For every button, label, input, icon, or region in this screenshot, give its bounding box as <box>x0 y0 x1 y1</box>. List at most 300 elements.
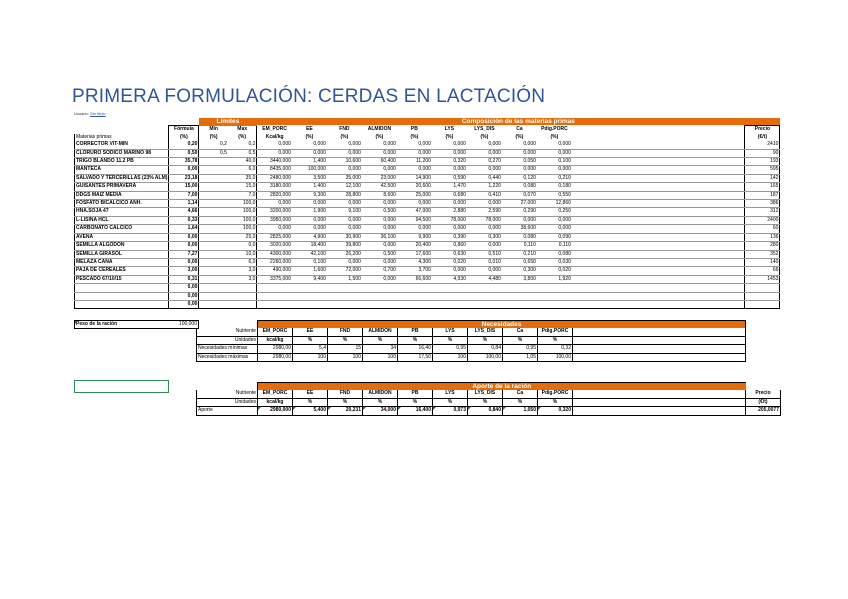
max-value[interactable]: 40,0 <box>228 158 257 166</box>
composition-value: 4,300 <box>397 258 432 266</box>
composition-value: 0,250 <box>537 208 572 216</box>
ingredient-name: DDGS MAIZ MEDIA <box>75 191 169 199</box>
nutrient-label: ALMIDON <box>363 328 398 336</box>
composition-value <box>467 300 502 308</box>
nec-min-value[interactable]: 0,32 <box>538 345 573 353</box>
nec-max-value[interactable]: 100,00 <box>538 353 573 361</box>
composition-value: 0,000 <box>327 216 362 224</box>
max-value[interactable]: 3,0 <box>228 275 257 283</box>
nutrient-header-4: (%) <box>410 133 419 140</box>
max-value[interactable]: 35,0 <box>228 174 257 182</box>
selected-cell[interactable] <box>74 380 169 393</box>
max-value[interactable] <box>228 284 257 292</box>
max-value[interactable]: 0,5 <box>228 149 257 157</box>
subtitle <box>74 111 106 116</box>
composition-value: 72,000 <box>327 267 362 275</box>
composition-value <box>327 284 362 292</box>
formula-header: Fórmula <box>169 126 199 134</box>
nutrient-label: FND <box>328 328 363 336</box>
precio-value[interactable] <box>745 300 780 308</box>
composition-value: 3180,000 <box>257 183 292 191</box>
precio-value[interactable] <box>745 292 780 300</box>
composition-value <box>537 300 572 308</box>
blank-cell <box>572 284 745 292</box>
composition-value: 4,480 <box>467 275 502 283</box>
max-value[interactable]: 10,0 <box>228 250 257 258</box>
unit-label: kcal/kg <box>258 336 293 344</box>
ingredient-name: L-LISINA HCL <box>75 216 169 224</box>
composition-value <box>362 300 397 308</box>
blank-cell <box>572 149 745 157</box>
necesidades-header: Necesidades <box>258 321 746 329</box>
composition-value: 0,000 <box>432 149 467 157</box>
table-row <box>75 200 780 208</box>
composition-value: 0,000 <box>467 225 502 233</box>
min-value[interactable] <box>199 267 228 275</box>
nec-max-value[interactable]: 100 <box>433 353 468 361</box>
necesidades-table <box>196 320 746 362</box>
table-row <box>75 174 780 182</box>
page-title: PRIMERA FORMULACIÓN: CERDAS EN LACTACIÓN <box>72 86 546 107</box>
precio-value[interactable] <box>745 284 780 292</box>
composition-value: 3375,000 <box>257 275 292 283</box>
composition-value: 0,000 <box>327 141 362 149</box>
composition-value: 3020,000 <box>257 242 292 250</box>
table-row <box>197 328 746 336</box>
composition-value: 0,000 <box>362 242 397 250</box>
nec-min-value[interactable]: 2980,00 <box>258 345 293 353</box>
formula-value: 0,20 <box>169 141 199 149</box>
blank-cell <box>572 191 745 199</box>
row-label: Aporte <box>197 407 258 415</box>
nec-min-value[interactable]: 0,95 <box>503 345 538 353</box>
table-row <box>75 250 780 258</box>
blank-cell <box>572 233 745 241</box>
composition-value: 0,440 <box>467 174 502 182</box>
composition-value: 66,600 <box>397 275 432 283</box>
precio-value[interactable]: 140 <box>745 258 780 266</box>
nec-max-value[interactable]: 100,00 <box>468 353 503 361</box>
table-row <box>75 300 780 308</box>
ingredient-name <box>75 284 169 292</box>
composition-value: 0,000 <box>362 141 397 149</box>
nutrient-header-0: EM_PORC <box>257 126 292 134</box>
nutrient-header-1: (%) <box>305 133 314 140</box>
min-value[interactable] <box>199 292 228 300</box>
nutrient-header-3: ALMIDON <box>367 126 392 133</box>
composition-value <box>397 284 432 292</box>
nutrient-label: LYS_DIS <box>468 390 503 398</box>
composition-value: 42,100 <box>292 250 327 258</box>
composition-value <box>257 300 292 308</box>
composition-value: 2,880 <box>432 208 467 216</box>
composition-value: 100,000 <box>292 166 327 174</box>
precio-value[interactable]: 352 <box>745 250 780 258</box>
max-value[interactable]: 100,0 <box>228 200 257 208</box>
composition-value: 0,000 <box>257 225 292 233</box>
composition-value: 2260,000 <box>257 258 292 266</box>
limits-header: Límites <box>199 118 257 126</box>
composition-value: 0,000 <box>502 216 537 224</box>
ingredient-name: FOSFATO BICALCICO ANH. <box>75 200 169 208</box>
composition-value <box>467 292 502 300</box>
max-value[interactable]: 3,0 <box>228 267 257 275</box>
blank-cell <box>572 242 745 250</box>
unit-label: % <box>538 336 573 344</box>
table-row <box>75 242 780 250</box>
table-row <box>197 345 746 353</box>
nec-min-value[interactable]: 0,84 <box>468 345 503 353</box>
formula-header: (%) <box>169 134 199 141</box>
composition-value: 0,300 <box>502 267 537 275</box>
composition-value: 42,500 <box>362 183 397 191</box>
ingredient-name: TRIGO BLANDO 11.2 PB <box>75 158 169 166</box>
composition-value: 9,100 <box>327 208 362 216</box>
composition-value: 0,410 <box>467 191 502 199</box>
nutrient-header-8: (%) <box>550 133 559 140</box>
formula-value: 15,00 <box>169 183 199 191</box>
min-value[interactable] <box>199 225 228 233</box>
nec-max-value[interactable]: 100 <box>328 353 363 361</box>
peso-label: Peso de la ración <box>75 321 169 329</box>
peso-table <box>74 320 199 329</box>
aporte-value: 20,231 <box>328 407 363 415</box>
composition-value: 0,000 <box>327 166 362 174</box>
composition-value: 0,000 <box>502 149 537 157</box>
ingredient-name: CLORURO SODICO MARINO 98 <box>75 149 169 157</box>
nutrient-label: EE <box>293 328 328 336</box>
nutrient-label: EE <box>293 390 328 398</box>
precio-value[interactable]: 312 <box>745 208 780 216</box>
composition-value: 0,000 <box>432 200 467 208</box>
max-value[interactable]: 0,0 <box>228 242 257 250</box>
unit-label: % <box>363 398 398 406</box>
blank-cell <box>572 258 745 266</box>
composition-value: 0,390 <box>432 233 467 241</box>
unit-label: kcal/kg <box>258 398 293 406</box>
nutrient-header-3: (%) <box>375 133 384 140</box>
composition-value <box>502 292 537 300</box>
composition-value: 0,300 <box>467 233 502 241</box>
min-value[interactable] <box>199 200 228 208</box>
composition-value: 0,630 <box>432 250 467 258</box>
table-row <box>197 398 781 406</box>
composition-value: 0,000 <box>467 166 502 174</box>
precio-value[interactable]: 193 <box>745 158 780 166</box>
precio-value[interactable]: 2400 <box>745 216 780 224</box>
composition-value: 0,290 <box>502 208 537 216</box>
peso-value[interactable]: 100,000 <box>169 321 199 329</box>
row-label: Necesidades máximas <box>197 353 258 361</box>
row-label: Nutriente <box>197 390 258 398</box>
formula-value: 7,00 <box>169 191 199 199</box>
nutrient-label: LYS_DIS <box>468 328 503 336</box>
formula-value: 0,00 <box>169 292 199 300</box>
materias-header: Materias primas <box>75 134 169 141</box>
composition-value: 0,590 <box>432 174 467 182</box>
composition-value: 2820,000 <box>257 191 292 199</box>
nec-min-value[interactable]: 0,95 <box>433 345 468 353</box>
nutrient-header-5: (%) <box>445 133 454 140</box>
composition-value: 0,120 <box>502 174 537 182</box>
nutrient-label: ALMIDON <box>363 390 398 398</box>
ingredient-name: CORRECTOR VIT-MIN <box>75 141 169 149</box>
composition-value: 0,000 <box>467 267 502 275</box>
table-row <box>75 208 780 216</box>
blank-cell <box>572 267 745 275</box>
unit-label: % <box>538 398 573 406</box>
min-value[interactable] <box>199 216 228 224</box>
composition-value: 1,920 <box>537 275 572 283</box>
composition-value <box>257 292 292 300</box>
precio-cell: Precio <box>746 390 781 398</box>
composition-value: 4300,000 <box>257 250 292 258</box>
formula-value: 0,00 <box>169 300 199 308</box>
min-value[interactable] <box>199 183 228 191</box>
composition-value: 0,000 <box>292 225 327 233</box>
unit-label: % <box>433 398 468 406</box>
precio-value[interactable]: 2410 <box>745 141 780 149</box>
composition-value <box>257 284 292 292</box>
composition-value: 0,210 <box>537 174 572 182</box>
nec-max-value[interactable]: 100 <box>363 353 398 361</box>
nec-max-value[interactable]: 1,05 <box>503 353 538 361</box>
composition-value: 1,220 <box>467 183 502 191</box>
min-value[interactable] <box>199 174 228 182</box>
min-value[interactable] <box>199 166 228 174</box>
composition-value <box>362 284 397 292</box>
min-value[interactable]: 0,2 <box>199 141 228 149</box>
min-value[interactable] <box>199 191 228 199</box>
precio-value[interactable]: 165 <box>745 183 780 191</box>
composition-value: 0,020 <box>432 258 467 266</box>
precio-value[interactable]: 187 <box>745 191 780 199</box>
max-value[interactable]: 6,0 <box>228 166 257 174</box>
composition-value: 28,800 <box>327 191 362 199</box>
aporte-value: 1,050 <box>503 407 538 415</box>
max-value[interactable]: 100,0 <box>228 208 257 216</box>
composition-value: 0,000 <box>432 267 467 275</box>
composition-value: 23,000 <box>362 174 397 182</box>
composition-value: 35,000 <box>327 174 362 182</box>
composition-value: 9,300 <box>292 191 327 199</box>
composition-value: 9,400 <box>292 275 327 283</box>
aporte-value: 5,400 <box>293 407 328 415</box>
composition-value <box>397 292 432 300</box>
max-value[interactable]: 0,2 <box>228 141 257 149</box>
composition-header: Composición de las materias primas <box>257 118 780 126</box>
min-value[interactable] <box>199 242 228 250</box>
min-value[interactable] <box>199 250 228 258</box>
row-label: Necesidades mínimas <box>197 345 258 353</box>
composition-value: 0,500 <box>362 250 397 258</box>
formula-value: 35,78 <box>169 158 199 166</box>
blank-cell <box>572 174 745 182</box>
composition-value: 0,000 <box>327 149 362 157</box>
composition-value: 0,080 <box>502 233 537 241</box>
min-value[interactable] <box>199 208 228 216</box>
nutrient-header-8: Pdig.PORC <box>541 126 568 133</box>
min-value[interactable] <box>199 158 228 166</box>
nutrient-label: Ca <box>503 328 538 336</box>
row-label: Unidades <box>197 398 258 406</box>
composition-value: 0,010 <box>467 258 502 266</box>
table-row <box>75 292 780 300</box>
nec-min-value[interactable]: 34 <box>363 345 398 353</box>
precio-value[interactable]: 90 <box>745 149 780 157</box>
formula-value: 0,00 <box>169 284 199 292</box>
blank-cell <box>572 200 745 208</box>
blank-cell <box>573 407 746 415</box>
composition-value: 0,000 <box>362 149 397 157</box>
composition-value: 27,000 <box>502 200 537 208</box>
precio-header: Precio <box>745 126 780 134</box>
precio-value[interactable]: 280 <box>745 242 780 250</box>
composition-value: 0,500 <box>362 208 397 216</box>
composition-value: 0,000 <box>362 258 397 266</box>
precio-value[interactable]: 1453 <box>745 275 780 283</box>
composition-value: 1,900 <box>292 208 327 216</box>
composition-value: 4,930 <box>432 275 467 283</box>
min-value[interactable]: 0,5 <box>199 149 228 157</box>
composition-value: 0,110 <box>502 242 537 250</box>
min-value[interactable] <box>199 258 228 266</box>
unit-label: % <box>468 336 503 344</box>
composition-value: 3950,000 <box>257 216 292 224</box>
composition-value: 0,510 <box>467 250 502 258</box>
composition-value: 1,400 <box>292 183 327 191</box>
precio-value[interactable]: 595 <box>745 166 780 174</box>
nutrient-label: LYS <box>433 328 468 336</box>
composition-value: 3,800 <box>502 275 537 283</box>
formula-value: 23,18 <box>169 174 199 182</box>
precio-value[interactable]: 60 <box>745 225 780 233</box>
nec-max-value[interactable]: 2980,00 <box>258 353 293 361</box>
composition-value: 3,700 <box>397 267 432 275</box>
min-value[interactable] <box>199 300 228 308</box>
max-value[interactable] <box>228 300 257 308</box>
precio-value[interactable]: 136 <box>745 233 780 241</box>
max-value[interactable]: 7,0 <box>228 191 257 199</box>
composition-value <box>362 292 397 300</box>
composition-value <box>537 292 572 300</box>
formula-value: 0,00 <box>169 166 199 174</box>
composition-value: 2480,000 <box>257 174 292 182</box>
composition-value: 3,500 <box>292 174 327 182</box>
nutrient-label: PB <box>398 328 433 336</box>
composition-value: 0,000 <box>292 141 327 149</box>
nec-min-value[interactable]: 15 <box>328 345 363 353</box>
table-row <box>75 275 780 283</box>
nutrient-header-1: EE <box>306 126 313 133</box>
aporte-value: 16,400 <box>398 407 433 415</box>
composition-value: 0,020 <box>537 267 572 275</box>
table-row <box>197 390 781 398</box>
composition-value <box>432 292 467 300</box>
max-value[interactable]: 15,0 <box>228 183 257 191</box>
composition-value: 0,000 <box>397 149 432 157</box>
aporte-value: 2980,000 <box>258 407 293 415</box>
composition-value: 0,000 <box>502 141 537 149</box>
aporte-value: 0,840 <box>468 407 503 415</box>
nec-max-value[interactable]: 100 <box>293 353 328 361</box>
unit-label: % <box>433 336 468 344</box>
composition-value: 0,000 <box>467 242 502 250</box>
nec-max-value[interactable]: 17,50 <box>398 353 433 361</box>
subtitle-link[interactable]: Sin título <box>90 111 106 116</box>
composition-value: 47,000 <box>397 208 432 216</box>
composition-value: 0,110 <box>537 242 572 250</box>
blank-cell <box>572 225 745 233</box>
composition-value: 60,400 <box>362 158 397 166</box>
composition-value: 1,470 <box>432 183 467 191</box>
min-value[interactable] <box>199 284 228 292</box>
composition-value: 0,000 <box>327 225 362 233</box>
composition-value: 26,200 <box>327 250 362 258</box>
table-row <box>75 166 780 174</box>
composition-value <box>432 300 467 308</box>
table-row <box>197 353 746 361</box>
composition-value: 39,800 <box>327 242 362 250</box>
composition-value: 0,320 <box>432 158 467 166</box>
aporte-header: Aporte de la ración <box>258 383 746 391</box>
min-value[interactable] <box>199 233 228 241</box>
nutrient-header-5: LYS <box>444 126 455 133</box>
max-value[interactable]: 6,0 <box>228 258 257 266</box>
composition-value <box>467 284 502 292</box>
composition-value <box>397 300 432 308</box>
min-value[interactable] <box>199 275 228 283</box>
composition-value: 11,200 <box>397 158 432 166</box>
composition-value: 3440,000 <box>257 158 292 166</box>
max-value[interactable]: 100,0 <box>228 225 257 233</box>
blank-cell <box>75 126 169 134</box>
aporte-value: 34,000 <box>363 407 398 415</box>
blank-cell <box>572 134 745 141</box>
composition-value: 78,000 <box>432 216 467 224</box>
composition-value: 0,000 <box>327 258 362 266</box>
max-value[interactable]: 100,0 <box>228 216 257 224</box>
composition-value: 0,000 <box>537 149 572 157</box>
composition-value: 14,900 <box>397 174 432 182</box>
max-value[interactable]: 25,0 <box>228 233 257 241</box>
composition-value: 0,000 <box>257 200 292 208</box>
row-label: Nutriente <box>197 328 258 336</box>
composition-value: 36,100 <box>362 233 397 241</box>
precio-value[interactable]: 66 <box>745 267 780 275</box>
ingredient-name: PAJA DE CEREALES <box>75 267 169 275</box>
unit-label: % <box>293 336 328 344</box>
nutrient-header-7: Ca <box>516 126 523 133</box>
precio-header: (€/t) <box>745 134 780 141</box>
ingredient-name: SEMILLA ALGODON <box>75 242 169 250</box>
blank-cell <box>573 328 746 336</box>
nutrient-header-0: Kcal/kg <box>257 134 292 141</box>
precio-value[interactable]: 386 <box>745 200 780 208</box>
composition-value <box>292 300 327 308</box>
table-row <box>75 216 780 224</box>
nec-min-value[interactable]: 16,40 <box>398 345 433 353</box>
nec-min-value[interactable]: 5,4 <box>293 345 328 353</box>
unit-label: % <box>503 336 538 344</box>
precio-value[interactable]: 142 <box>745 174 780 182</box>
ingredient-name: MANTECA <box>75 166 169 174</box>
composition-value: 0,000 <box>397 200 432 208</box>
aporte-value: 0,320 <box>538 407 573 415</box>
max-value[interactable] <box>228 292 257 300</box>
composition-value: 25,000 <box>397 191 432 199</box>
table-row <box>75 267 780 275</box>
